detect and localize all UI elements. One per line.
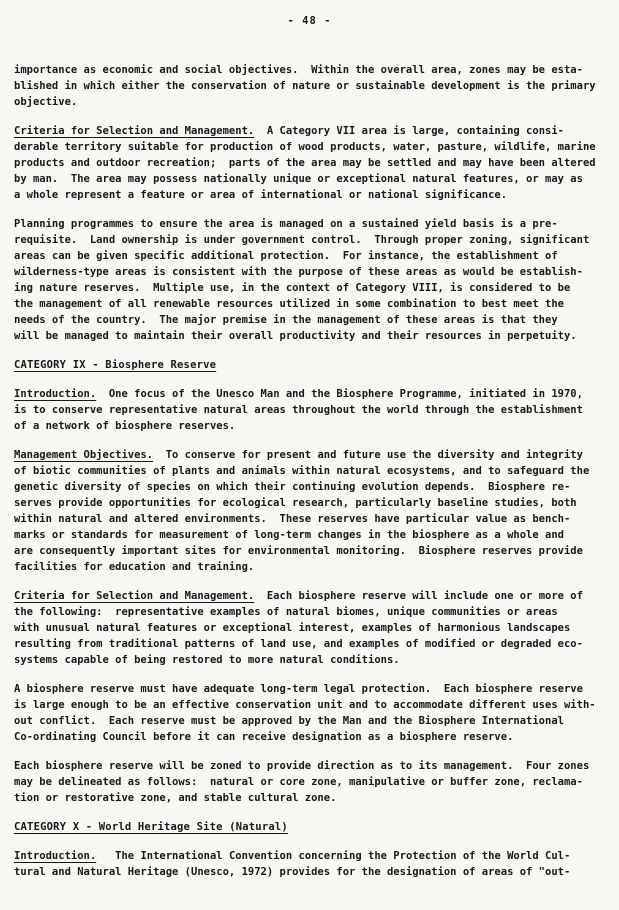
lead-continuation: Each biosphere reserve will include one or more of [254, 590, 583, 602]
text-line [14, 123, 611, 139]
text-line: of biotic communities of plants and animals within natural ecosystems, and to safeguard the [14, 465, 590, 477]
text-line: with unusual natural features or exceptional interest, examples of harmonious landscapes [14, 622, 571, 634]
text-line: resulting from traditional patterns of land use, and examples of modified or degraded eco- [14, 638, 583, 650]
text-line: Each biosphere reserve will be zoned to provide direction as to its management. Four zones [14, 760, 590, 772]
underlined-lead: Introduction. [14, 850, 97, 862]
text-line: marks or standards for measurement of long-term changes in the biosphere as a whole and [14, 529, 564, 541]
page-number: - 48 - [287, 15, 332, 27]
text-line: tural and Natural Heritage (Unesco, 1972) provides for the designation of areas of "out- [14, 866, 571, 878]
text-line: of a network of biosphere reserves. [14, 420, 236, 432]
text-line: A biosphere reserve must have adequate long-term legal protection. Each biosphere reserve [14, 683, 583, 695]
text-line [14, 357, 611, 373]
text-line: importance as economic and social objectives. Within the overall area, zones may be esta- [14, 64, 583, 76]
text-line: systems capable of being restored to more natural conditions. [14, 654, 400, 666]
text-line: a whole represent a feature or area of international or national significance. [14, 189, 508, 201]
paragraph-introduction-x [14, 848, 611, 880]
text-line: the following: representative examples of natural biomes, unique communities or areas [14, 606, 558, 618]
paragraph-introduction-ix [14, 386, 611, 434]
text-line: the management of all renewable resources utilized in some combination to best meet the [14, 298, 564, 310]
text-line: is to conserve representative natural areas throughout the world through the establishment [14, 404, 583, 416]
paragraph-overall-area [14, 62, 611, 110]
text-line: within natural and altered environments. These reserves have particular value as bench- [14, 513, 571, 525]
underlined-lead: Criteria for Selection and Management. [14, 590, 255, 602]
paragraph-criteria-category-vii [14, 123, 611, 203]
text-line: may be delineated as follows: natural or core zone, manipulative or buffer zone, reclama- [14, 776, 583, 788]
text-line: wilderness-type areas is consistent with the purpose of these areas as would be establish- [14, 266, 583, 278]
text-line: objective. [14, 96, 78, 108]
underlined-lead: Management Objectives. [14, 449, 154, 461]
text-line: tion or restorative zone, and stable cultural zone. [14, 792, 337, 804]
text-line: needs of the country. The major premise in the management of these areas is that they [14, 314, 558, 326]
paragraph-planning-programmes [14, 216, 611, 344]
text-line: areas can be given specific additional protection. For instance, the establishment of [14, 250, 558, 262]
text-line: derable territory suitable for production of wood products, water, pasture, wildlife, marine [14, 141, 596, 153]
text-line: are consequently important sites for environmental monitoring. Biosphere reserves provide [14, 545, 583, 557]
text-line: Co-ordinating Council before it can receive designation as a biosphere reserve. [14, 731, 514, 743]
text-line: requisite. Land ownership is under government control. Through proper zoning, significant [14, 234, 590, 246]
text-line: out conflict. Each reserve must be approved by the Man and the Biosphere International [14, 715, 564, 727]
lead-continuation: To conserve for present and future use the diversity and integrity [153, 449, 583, 461]
text-line: ing nature reserves. Multiple use, in the context of Category VIII, is considered to be [14, 282, 571, 294]
text-line: will be managed to maintain their overall productivity and their resources in perpetuity. [14, 330, 577, 342]
section-heading-text: CATEGORY X - World Heritage Site (Natural) [14, 821, 288, 833]
text-line [14, 848, 611, 864]
section-heading-text: CATEGORY IX - Biosphere Reserve [14, 359, 217, 371]
text-line: Planning programmes to ensure the area is managed on a sustained yield basis is a pre- [14, 218, 558, 230]
text-line [14, 447, 611, 463]
text-line: blished in which either the conservation of nature or sustainable development is the primary [14, 80, 596, 92]
document-body [14, 62, 611, 893]
text-line [14, 386, 611, 402]
underlined-lead: Criteria for Selection and Management. [14, 125, 255, 137]
text-line: by man. The area may possess nationally unique or exceptional natural features, or may as [14, 173, 583, 185]
paragraph-criteria-biosphere [14, 588, 611, 668]
paragraph-management-objectives [14, 447, 611, 575]
paragraph-legal-protection [14, 681, 611, 745]
text-line [14, 588, 611, 604]
section-heading-category-x [14, 819, 611, 835]
underlined-lead: Introduction. [14, 388, 97, 400]
text-line: facilities for education and training. [14, 561, 255, 573]
text-line: is large enough to be an effective conservation unit and to accommodate different uses with- [14, 699, 596, 711]
paragraph-zoning [14, 758, 611, 806]
lead-continuation: A Category VII area is large, containing consi- [254, 125, 564, 137]
text-line [14, 819, 611, 835]
text-line: genetic diversity of species on which their continuing evolution depends. Biosphere re- [14, 481, 571, 493]
text-line: products and outdoor recreation; parts of the area may be settled and may have been altered [14, 157, 596, 169]
section-heading-category-ix [14, 357, 611, 373]
text-line: serves provide opportunities for ecological research, particularly baseline studies, both [14, 497, 577, 509]
lead-continuation: The International Convention concerning the Protection of the World Cul- [96, 850, 571, 862]
lead-continuation: One focus of the Unesco Man and the Biosphere Programme, initiated in 1970, [96, 388, 583, 400]
